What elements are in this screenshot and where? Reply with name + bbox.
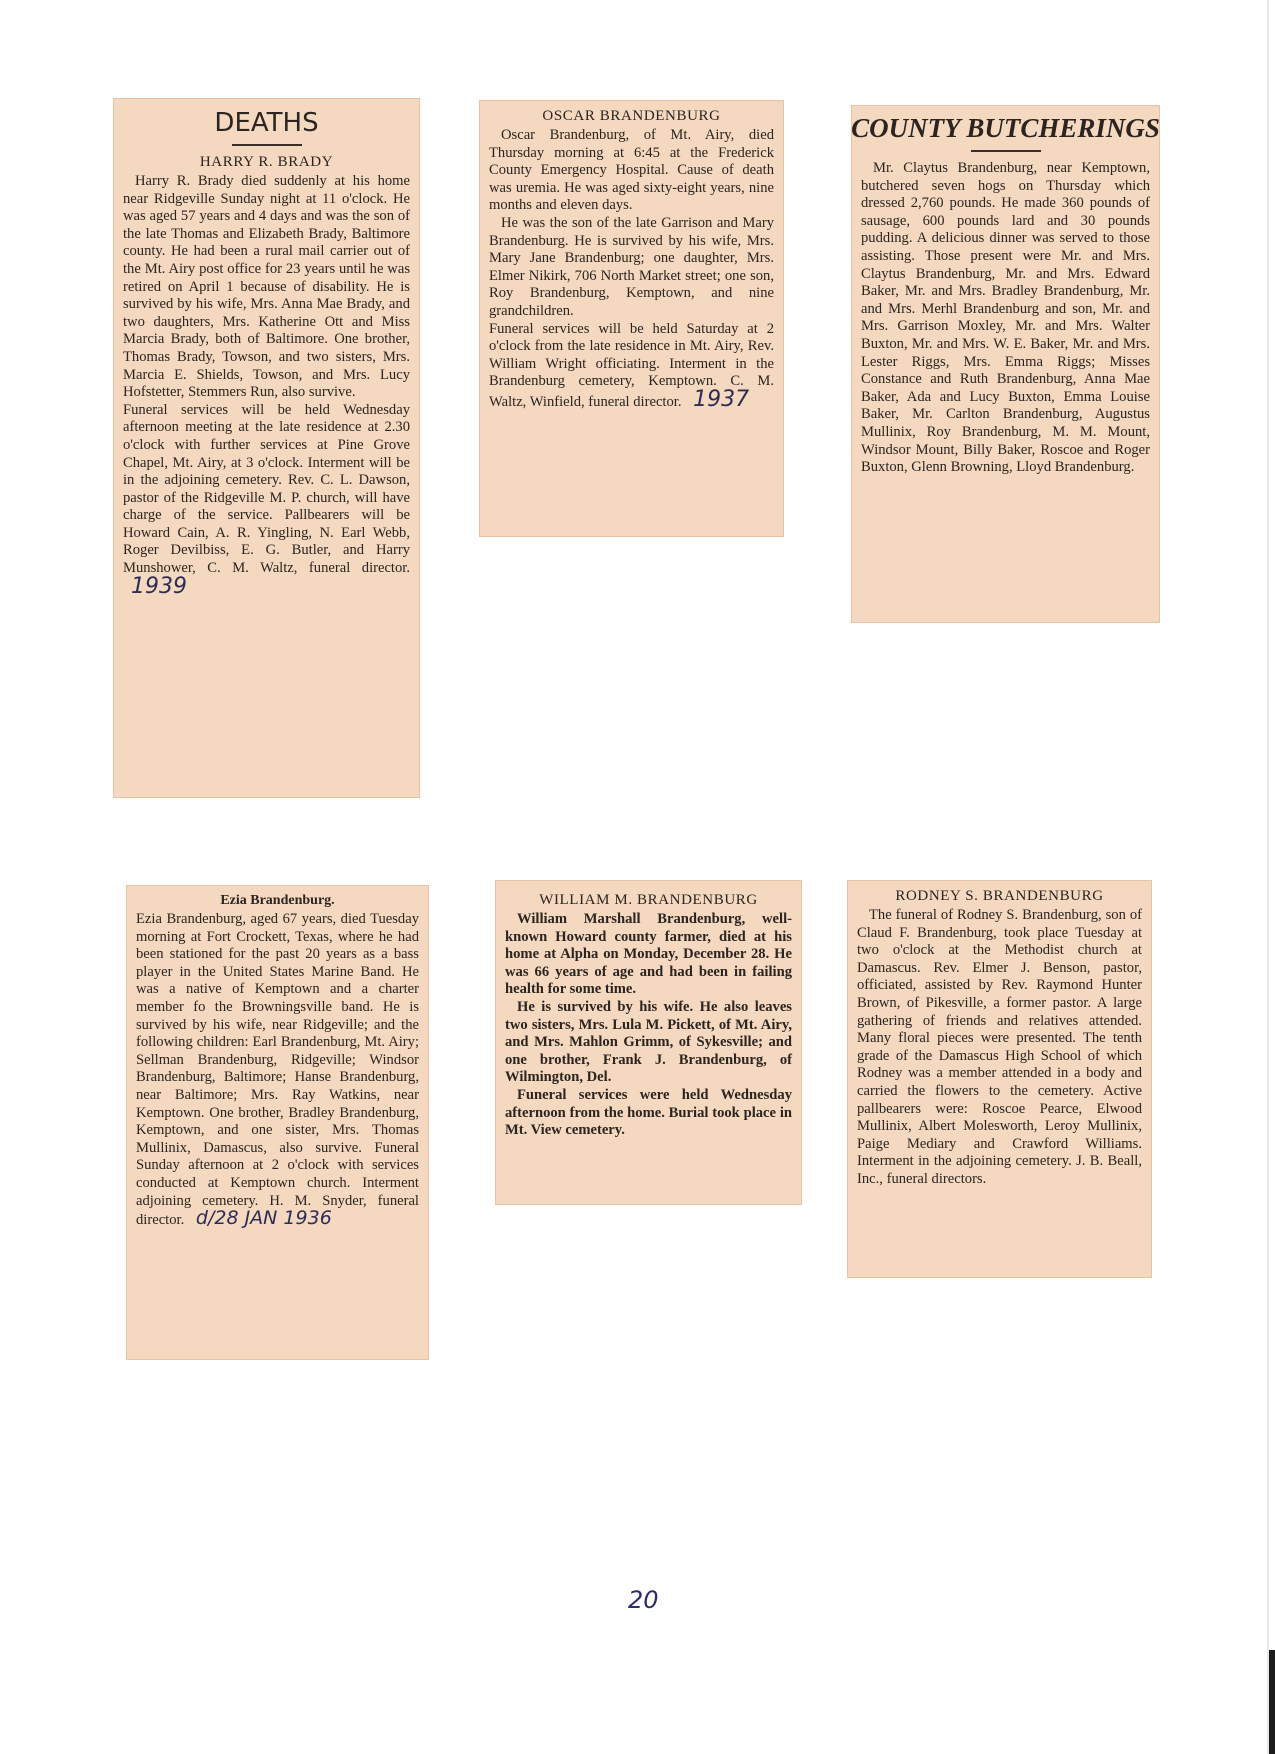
clipping-rodney-brandenburg	[847, 880, 1152, 1278]
obituary-body	[847, 907, 1152, 1189]
paragraph: Funeral services will be held Wednesday afternoon meeting at the late residence at 2.30 o'clock with further services at Pine Grove Chapel, Mt. Airy, at 3 o'clock. Interment will be in the adjoining cemetery. Rev. C. L. Dawson, pastor of the Ridgeville M. P. church, will have charge of the service. Pallbearers will be Howard Cain, A. R. Yingling, N. Earl Webb, Roger Devilbiss, E. G. Butler, and Harry Munshower, C. M. Waltz, funeral director.	[123, 401, 410, 577]
paragraph: He was the son of the late Garrison and Mary Brandenburg. He is survived by his wife, Mrs. Mary Jane Brandenburg; one daughter, Mrs. Elmer Nikirk, 706 North Market street; one son, Roy Brandenburg, Kemptown, and nine grandchildren.	[489, 214, 774, 319]
clipping-william-brandenburg	[495, 880, 802, 1205]
headline-ezia-brandenburg: Ezia Brandenburg.	[220, 893, 335, 908]
page-edge-shadow	[1267, 0, 1269, 1754]
section-title-county-butcherings: COUNTY BUTCHERINGS	[851, 113, 1160, 143]
clipping-harry-brady	[113, 98, 420, 798]
paragraph: Funeral services will be held Saturday at 2 o'clock from the late residence in Mt. Airy, Rev. William Wright officiating. Interment in the Brandenburg cemetery, Kemptown. C. M. Waltz, Winfield, funeral director.	[489, 320, 774, 410]
obituary-body	[495, 911, 802, 1140]
obituary-body	[126, 911, 429, 1230]
paragraph: He is survived by his wife. He also leaves two sisters, Mrs. Lula M. Pickett, of Mt. Airy, and Mrs. Mahlon Grimm, of Sykesville; and one brother, Frank J. Brandenburg, of Wilmington, Del.	[505, 998, 792, 1086]
obituary-body	[113, 173, 420, 598]
paragraph: Harry R. Brady died suddenly at his home near Ridgeville Sunday night at 11 o'clock. He was aged 57 years and 4 days and was the son of the late Thomas and Elizabeth Brady, Baltimore county. He had been a rural mail carrier out of the Mt. Airy post office for 23 years until he was retired on April 1 because of disability. He is survived by his wife, Mrs. Anna Mae Brady, and two daughters, Mrs. Katherine Ott and Miss Marcia Brady, both of Baltimore. One brother, Thomas Brady, Towson, and two sisters, Mrs. Marcia E. Shields, Towson, and Mrs. Lucy Hofstetter, Stemmers Run, also survive.	[123, 173, 410, 401]
paragraph: Oscar Brandenburg, of Mt. Airy, died Thursday morning at 6:45 at the Frederick County Emergency Hospital. Cause of death was uremia. He was aged sixty-eight years, nine months and eleven days.	[489, 127, 774, 214]
clipping-oscar-brandenburg	[479, 100, 784, 537]
headline-harry-brady: HARRY R. BRADY	[199, 154, 334, 170]
paragraph: The funeral of Rodney S. Brandenburg, son of Claud F. Brandenburg, took place Tuesday at two o'clock at the Methodist church at Damascus. Rev. Elmer J. Benson, pastor, officiated, assisted by Rev. Raymond Hunter Brown, of Pikesville, a former pastor. A large gathering of friends and relatives attended. Many floral pieces were presented. The tenth grade of the Damascus High School of which Rodney was a member attended in a body and carried the flowers to the cemetery. Active pallbearers were: Roscoe Pearce, Elwood Mullinix, Albert Molesworth, Leroy Mullinix, Paige Mediary and Crawford Williams. Interment in the adjoining cemetery. J. B. Beall, Inc., funeral directors.	[857, 907, 1142, 1187]
handwritten-year: 1937	[693, 386, 750, 412]
section-title-deaths: DEATHS	[214, 108, 319, 138]
headline-oscar-brandenburg: OSCAR BRANDENBURG	[542, 108, 721, 124]
paragraph: Ezia Brandenburg, aged 67 years, died Tuesday morning at Fort Crockett, Texas, where he had been stationed for the past 20 years as a bass player in the United States Marine Band. He was a native of Kemptown and a charter member fo the Browningsville band. He is survived by his wife, near Ridgeville; and the following children: Earl Brandenburg, Mt. Airy; Sellman Brandenburg, Ridgeville; Windsor Brandenburg, Baltimore; Hanse Brandenburg, near Baltimore; Mrs. Ray Watkins, near Kemptown. One brother, Bradley Brandenburg, Kemptown, and one sister, Mrs. Thomas Mullinix, Damascus, also survive. Funeral Sunday afternoon at 2 o'clock with services conducted at Kemptown church. Interment adjoining cemetery. H. M. Snyder, funeral director.	[136, 911, 419, 1229]
paragraph: Mr. Claytus Brandenburg, near Kemptown, butchered seven hogs on Thursday which dressed 2,760 pounds. He made 360 pounds of sausage, 600 pounds lard and 30 pounds pudding. A delicious dinner was served to those assisting. Those present were Mr. and Mrs. Claytus Brandenburg, Mr. and Mrs. Edward Baker, Mr. and Mrs. Bradley Brandenburg, Mr. and Mrs. Merhl Brandenburg and son, Mr. and Mrs. Garrison Moxley, Mr. and Mrs. Walter Buxton, Mr. and Mrs. W. E. Baker, Mr. and Mrs. Lester Riggs, Mrs. Emma Riggs; Misses Constance and Ruth Brandenburg, Anna Mae Baker, Ada and Lucy Buxton, Emma Louise Baker, Mr. Carlton Brandenburg, Augustus Mullinix, Roy Brandenburg, M. M. Mount, Windsor Mount, Billy Baker, Roscoe and Roger Buxton, Glenn Browning, Lloyd Brandenburg.	[861, 160, 1150, 476]
paragraph: Funeral services were held Wednesday afternoon from the home. Burial took place in Mt. View cemetery.	[505, 1086, 792, 1139]
handwritten-page-number: 20	[628, 1586, 659, 1614]
handwritten-year: 1939	[131, 573, 187, 599]
title-rule	[971, 150, 1041, 152]
paragraph: William Marshall Brandenburg, well-known Howard county farmer, died at his home at Alpha on Monday, December 28. He was 66 years of age and had been in failing health for some time.	[505, 911, 792, 998]
headline-william-brandenburg: WILLIAM M. BRANDENBURG	[539, 892, 758, 908]
headline-rodney-brandenburg: RODNEY S. BRANDENBURG	[895, 888, 1104, 904]
clipping-county-butcherings	[851, 105, 1160, 623]
scan-edge	[1269, 1650, 1275, 1754]
obituary-body	[479, 127, 784, 412]
title-rule	[232, 144, 302, 146]
handwritten-date: d/28 JAN 1936	[195, 1207, 332, 1230]
clipping-ezia-brandenburg	[126, 885, 429, 1360]
news-body	[851, 160, 1160, 477]
